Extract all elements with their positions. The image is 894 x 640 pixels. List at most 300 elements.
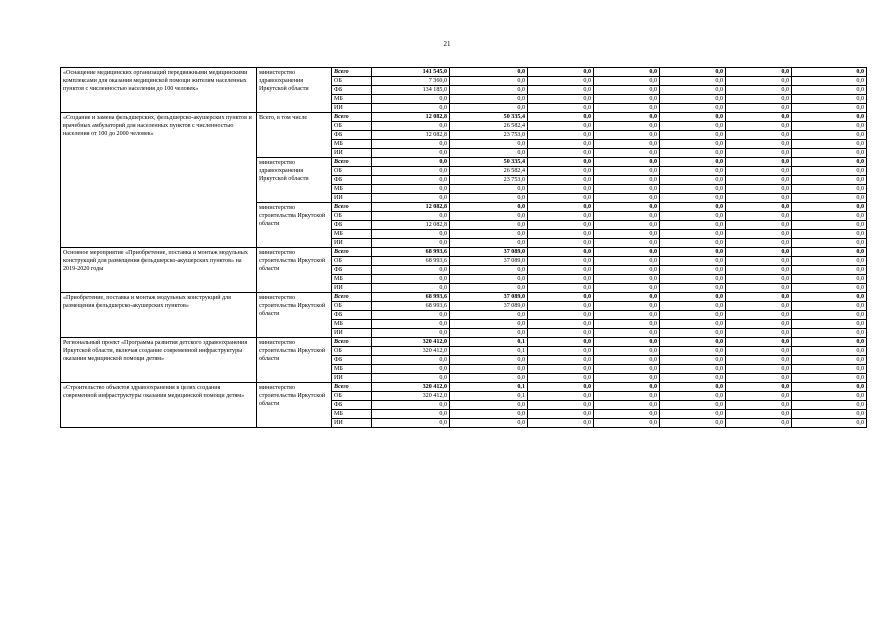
amount-cell: 141 545,0 (372, 68, 450, 77)
amount-cell: 0,0 (528, 239, 594, 248)
amount-cell: 0,0 (660, 158, 726, 167)
funding-source: ИИ (332, 239, 372, 248)
amount-cell: 0,0 (528, 347, 594, 356)
amount-cell: 0,0 (528, 122, 594, 131)
activity-title: «Оснащение медицинских организаций передвижными медицинскими комплексами для оказания медицинской помощи жителям населенных пунктов с численностью населения до 100 человек» (61, 68, 257, 113)
amount-cell: 0,0 (660, 230, 726, 239)
amount-cell: 0,0 (372, 320, 450, 329)
amount-cell: 0,0 (528, 311, 594, 320)
amount-cell: 12 082,8 (372, 221, 450, 230)
amount-cell: 0,0 (726, 284, 792, 293)
amount-cell: 0,0 (660, 338, 726, 347)
responsible-executor: министерство строительства Иркутской области (257, 293, 332, 338)
amount-cell: 50 335,4 (450, 158, 528, 167)
amount-cell: 0,0 (450, 320, 528, 329)
funding-source: ОБ (332, 392, 372, 401)
amount-cell: 0,0 (594, 149, 660, 158)
amount-cell: 0,0 (528, 392, 594, 401)
amount-cell: 0,0 (372, 140, 450, 149)
amount-cell: 0,0 (660, 410, 726, 419)
amount-cell: 0,0 (792, 311, 867, 320)
amount-cell: 320 412,0 (372, 383, 450, 392)
amount-cell: 0,0 (660, 347, 726, 356)
funding-source: ФБ (332, 176, 372, 185)
amount-cell: 0,1 (450, 338, 528, 347)
table-row (61, 248, 867, 257)
amount-cell: 0,0 (372, 194, 450, 203)
amount-cell: 0,0 (528, 257, 594, 266)
amount-cell: 0,0 (660, 221, 726, 230)
amount-cell: 0,0 (450, 86, 528, 95)
activity-title: Региональный проект «Программа развития детского здравоохранения Иркутской области, включая создание современной инфраструктуры оказания медицинской помощи детям» (61, 338, 257, 383)
amount-cell: 0,0 (594, 248, 660, 257)
amount-cell: 0,0 (594, 356, 660, 365)
amount-cell: 0,0 (372, 104, 450, 113)
amount-cell: 0,0 (594, 311, 660, 320)
amount-cell: 0,0 (792, 356, 867, 365)
amount-cell: 0,0 (450, 374, 528, 383)
responsible-executor: министерство здравоохранения Иркутской области (257, 158, 332, 203)
amount-cell: 0,0 (594, 122, 660, 131)
amount-cell: 0,0 (660, 185, 726, 194)
amount-cell: 0,0 (792, 347, 867, 356)
amount-cell: 0,0 (792, 410, 867, 419)
amount-cell: 37 089,0 (450, 302, 528, 311)
amount-cell: 0,0 (660, 383, 726, 392)
amount-cell: 0,0 (372, 167, 450, 176)
funding-source: ИИ (332, 104, 372, 113)
amount-cell: 0,0 (372, 185, 450, 194)
funding-source: ОБ (332, 122, 372, 131)
amount-cell: 37 089,0 (450, 248, 528, 257)
amount-cell: 0,0 (528, 419, 594, 428)
amount-cell: 0,0 (594, 104, 660, 113)
amount-cell: 0,0 (450, 77, 528, 86)
amount-cell: 0,0 (372, 365, 450, 374)
amount-cell: 0,0 (660, 176, 726, 185)
funding-source: ИИ (332, 149, 372, 158)
amount-cell: 0,0 (792, 95, 867, 104)
amount-cell: 0,0 (660, 365, 726, 374)
amount-cell: 26 582,4 (450, 122, 528, 131)
amount-cell: 0,0 (450, 212, 528, 221)
responsible-executor: министерство строительства Иркутской области (257, 248, 332, 293)
amount-cell: 23 753,0 (450, 176, 528, 185)
amount-cell: 0,0 (372, 329, 450, 338)
activity-title: Основное мероприятие «Приобретение, поставка и монтаж модульных конструкций для размещения фельдшерско-акушерских пунктов» на 2019-2020 годы (61, 248, 257, 293)
funding-source: ОБ (332, 167, 372, 176)
amount-cell: 0,0 (726, 221, 792, 230)
funding-source: ОБ (332, 257, 372, 266)
amount-cell: 68 993,6 (372, 257, 450, 266)
amount-cell: 0,0 (660, 284, 726, 293)
amount-cell: 0,0 (594, 401, 660, 410)
funding-source: ФБ (332, 221, 372, 230)
amount-cell: 0,0 (726, 365, 792, 374)
amount-cell: 0,0 (792, 320, 867, 329)
amount-cell: 0,0 (726, 383, 792, 392)
amount-cell: 0,0 (792, 266, 867, 275)
amount-cell: 0,0 (792, 140, 867, 149)
funding-source: МБ (332, 230, 372, 239)
funding-source: ФБ (332, 401, 372, 410)
amount-cell: 0,0 (792, 230, 867, 239)
amount-cell: 0,0 (726, 311, 792, 320)
amount-cell: 0,0 (594, 176, 660, 185)
amount-cell: 0,0 (792, 293, 867, 302)
amount-cell: 0,0 (792, 401, 867, 410)
amount-cell: 0,0 (450, 419, 528, 428)
amount-cell: 0,0 (660, 95, 726, 104)
amount-cell: 0,0 (792, 194, 867, 203)
amount-cell: 0,0 (372, 356, 450, 365)
amount-cell: 0,0 (726, 347, 792, 356)
funding-source: ОБ (332, 212, 372, 221)
amount-cell: 0,0 (594, 347, 660, 356)
amount-cell: 0,0 (726, 275, 792, 284)
amount-cell: 0,0 (594, 212, 660, 221)
amount-cell: 0,0 (528, 266, 594, 275)
amount-cell: 0,0 (660, 203, 726, 212)
amount-cell: 37 089,0 (450, 293, 528, 302)
amount-cell: 0,0 (792, 113, 867, 122)
amount-cell: 0,0 (726, 410, 792, 419)
amount-cell: 0,0 (726, 122, 792, 131)
amount-cell: 0,0 (792, 77, 867, 86)
amount-cell: 0,0 (528, 221, 594, 230)
amount-cell: 0,0 (726, 329, 792, 338)
amount-cell: 0,0 (594, 77, 660, 86)
table-row (61, 383, 867, 392)
amount-cell: 0,0 (594, 410, 660, 419)
funding-source: ФБ (332, 266, 372, 275)
amount-cell: 0,0 (660, 419, 726, 428)
amount-cell: 0,0 (660, 275, 726, 284)
amount-cell: 0,0 (660, 392, 726, 401)
amount-cell: 0,0 (660, 104, 726, 113)
amount-cell: 0,0 (726, 401, 792, 410)
funding-source: Всего (332, 203, 372, 212)
amount-cell: 0,0 (726, 293, 792, 302)
responsible-executor: министерство строительства Иркутской области (257, 203, 332, 248)
amount-cell: 0,0 (594, 257, 660, 266)
amount-cell: 0,0 (594, 419, 660, 428)
page-number: 21 (443, 40, 451, 48)
amount-cell: 0,0 (792, 239, 867, 248)
amount-cell: 0,0 (726, 158, 792, 167)
amount-cell: 50 335,4 (450, 113, 528, 122)
amount-cell: 0,0 (660, 131, 726, 140)
amount-cell: 0,0 (594, 383, 660, 392)
amount-cell: 0,0 (594, 374, 660, 383)
amount-cell: 0,0 (372, 158, 450, 167)
amount-cell: 0,0 (726, 194, 792, 203)
amount-cell: 0,0 (792, 185, 867, 194)
amount-cell: 0,0 (726, 374, 792, 383)
amount-cell: 0,0 (594, 113, 660, 122)
amount-cell: 68 993,6 (372, 302, 450, 311)
amount-cell: 0,0 (660, 68, 726, 77)
amount-cell: 0,0 (660, 248, 726, 257)
amount-cell: 0,0 (660, 320, 726, 329)
responsible-executor: министерство строительства Иркутской области (257, 383, 332, 428)
amount-cell: 0,0 (528, 284, 594, 293)
amount-cell: 0,0 (372, 212, 450, 221)
amount-cell: 0,0 (372, 176, 450, 185)
amount-cell: 0,0 (726, 104, 792, 113)
amount-cell: 0,0 (528, 158, 594, 167)
amount-cell: 0,0 (726, 203, 792, 212)
amount-cell: 0,0 (792, 122, 867, 131)
amount-cell: 0,0 (450, 221, 528, 230)
amount-cell: 0,0 (528, 68, 594, 77)
amount-cell: 0,0 (660, 167, 726, 176)
amount-cell: 0,0 (528, 77, 594, 86)
funding-source: ФБ (332, 131, 372, 140)
amount-cell: 0,0 (372, 311, 450, 320)
amount-cell: 0,0 (372, 95, 450, 104)
amount-cell: 0,0 (450, 68, 528, 77)
amount-cell: 0,0 (660, 266, 726, 275)
amount-cell: 0,0 (726, 86, 792, 95)
funding-source: ОБ (332, 347, 372, 356)
amount-cell: 0,0 (792, 374, 867, 383)
amount-cell: 0,0 (528, 293, 594, 302)
amount-cell: 0,0 (528, 302, 594, 311)
amount-cell: 0,0 (726, 185, 792, 194)
amount-cell: 0,0 (660, 149, 726, 158)
amount-cell: 0,0 (792, 86, 867, 95)
amount-cell: 0,0 (450, 185, 528, 194)
amount-cell: 12 082,8 (372, 131, 450, 140)
amount-cell: 37 089,0 (450, 257, 528, 266)
amount-cell: 23 753,0 (450, 131, 528, 140)
amount-cell: 0,0 (528, 131, 594, 140)
amount-cell: 0,0 (792, 392, 867, 401)
funding-source: МБ (332, 410, 372, 419)
amount-cell: 0,0 (792, 329, 867, 338)
amount-cell: 0,0 (660, 257, 726, 266)
amount-cell: 0,0 (660, 140, 726, 149)
amount-cell: 0,0 (594, 131, 660, 140)
amount-cell: 0,0 (528, 185, 594, 194)
funding-source: МБ (332, 320, 372, 329)
responsible-executor: Всего, в том числе (257, 113, 332, 158)
amount-cell: 0,0 (372, 149, 450, 158)
funding-source: МБ (332, 95, 372, 104)
funding-source: МБ (332, 365, 372, 374)
amount-cell: 0,0 (726, 320, 792, 329)
funding-source: ФБ (332, 356, 372, 365)
amount-cell: 68 993,6 (372, 293, 450, 302)
amount-cell: 0,0 (792, 248, 867, 257)
table-row (61, 113, 867, 122)
amount-cell: 0,0 (594, 293, 660, 302)
funding-source: ИИ (332, 284, 372, 293)
funding-source: ОБ (332, 77, 372, 86)
amount-cell: 0,0 (594, 221, 660, 230)
funding-source: Всего (332, 383, 372, 392)
amount-cell: 0,0 (660, 374, 726, 383)
amount-cell: 0,0 (660, 113, 726, 122)
amount-cell: 0,0 (594, 203, 660, 212)
responsible-executor: министерство здравоохранения Иркутской области (257, 68, 332, 113)
amount-cell: 0,0 (792, 167, 867, 176)
amount-cell: 0,0 (594, 365, 660, 374)
funding-source: Всего (332, 293, 372, 302)
amount-cell: 0,1 (450, 383, 528, 392)
amount-cell: 0,0 (792, 338, 867, 347)
amount-cell: 0,0 (450, 329, 528, 338)
activity-title: «Создание и замена фельдшерских, фельдшерско-акушерских пунктов и врачебных амбулаторий для населенных пунктов с численностью населения от 100 до 2000 человек» (61, 113, 257, 248)
amount-cell: 0,0 (726, 302, 792, 311)
amount-cell: 0,0 (372, 230, 450, 239)
funding-source: ОБ (332, 302, 372, 311)
amount-cell: 0,0 (792, 203, 867, 212)
amount-cell: 0,0 (792, 149, 867, 158)
amount-cell: 68 993,6 (372, 248, 450, 257)
amount-cell: 0,0 (594, 95, 660, 104)
amount-cell: 0,0 (372, 266, 450, 275)
amount-cell: 0,0 (528, 140, 594, 149)
amount-cell: 0,0 (660, 86, 726, 95)
funding-source: Всего (332, 113, 372, 122)
amount-cell: 0,0 (372, 275, 450, 284)
amount-cell: 0,1 (450, 392, 528, 401)
amount-cell: 0,0 (726, 140, 792, 149)
funding-source: МБ (332, 275, 372, 284)
amount-cell: 0,0 (372, 374, 450, 383)
budget-table (60, 67, 867, 428)
amount-cell: 0,0 (792, 158, 867, 167)
amount-cell: 0,0 (660, 77, 726, 86)
amount-cell: 0,0 (528, 230, 594, 239)
amount-cell: 0,0 (594, 185, 660, 194)
amount-cell: 0,0 (528, 320, 594, 329)
amount-cell: 0,0 (660, 302, 726, 311)
table-row (61, 68, 867, 77)
amount-cell: 0,0 (528, 104, 594, 113)
amount-cell: 0,0 (594, 167, 660, 176)
amount-cell: 0,0 (726, 230, 792, 239)
amount-cell: 0,0 (594, 140, 660, 149)
amount-cell: 0,0 (726, 419, 792, 428)
amount-cell: 0,0 (372, 284, 450, 293)
amount-cell: 0,0 (528, 149, 594, 158)
amount-cell: 0,0 (528, 338, 594, 347)
amount-cell: 134 185,0 (372, 86, 450, 95)
amount-cell: 26 582,4 (450, 167, 528, 176)
amount-cell: 0,0 (450, 194, 528, 203)
amount-cell: 0,0 (594, 284, 660, 293)
amount-cell: 0,0 (594, 239, 660, 248)
amount-cell: 0,0 (450, 140, 528, 149)
amount-cell: 0,0 (792, 131, 867, 140)
funding-source: ФБ (332, 311, 372, 320)
amount-cell: 0,0 (594, 275, 660, 284)
amount-cell: 0,0 (792, 221, 867, 230)
amount-cell: 0,0 (528, 365, 594, 374)
amount-cell: 0,0 (726, 356, 792, 365)
amount-cell: 0,0 (594, 68, 660, 77)
amount-cell: 0,0 (450, 401, 528, 410)
amount-cell: 0,0 (594, 338, 660, 347)
amount-cell: 0,0 (792, 104, 867, 113)
amount-cell: 0,0 (528, 212, 594, 221)
amount-cell: 0,0 (726, 338, 792, 347)
amount-cell: 0,0 (528, 275, 594, 284)
amount-cell: 0,0 (792, 257, 867, 266)
amount-cell: 0,0 (450, 410, 528, 419)
amount-cell: 0,0 (594, 392, 660, 401)
amount-cell: 0,0 (726, 149, 792, 158)
amount-cell: 0,0 (726, 95, 792, 104)
amount-cell: 0,0 (594, 302, 660, 311)
amount-cell: 320 412,0 (372, 338, 450, 347)
amount-cell: 0,0 (450, 284, 528, 293)
amount-cell: 0,0 (660, 356, 726, 365)
table-row (61, 338, 867, 347)
amount-cell: 0,0 (792, 419, 867, 428)
amount-cell: 0,0 (528, 95, 594, 104)
amount-cell: 0,0 (450, 275, 528, 284)
amount-cell: 0,0 (450, 356, 528, 365)
amount-cell: 0,0 (792, 176, 867, 185)
activity-title: «Приобретение, поставка и монтаж модульных конструкций для размещения фельдшерско-акушерских пунктов» (61, 293, 257, 338)
amount-cell: 0,0 (450, 365, 528, 374)
funding-source: Всего (332, 248, 372, 257)
amount-cell: 0,0 (528, 383, 594, 392)
amount-cell: 0,0 (660, 122, 726, 131)
amount-cell: 12 082,8 (372, 203, 450, 212)
amount-cell: 0,0 (450, 266, 528, 275)
amount-cell: 0,0 (450, 104, 528, 113)
amount-cell: 0,0 (726, 239, 792, 248)
amount-cell: 0,0 (450, 203, 528, 212)
funding-source: ИИ (332, 374, 372, 383)
amount-cell: 0,0 (372, 410, 450, 419)
amount-cell: 0,0 (450, 230, 528, 239)
amount-cell: 0,0 (528, 86, 594, 95)
amount-cell: 0,0 (594, 194, 660, 203)
amount-cell: 0,0 (372, 419, 450, 428)
amount-cell: 0,0 (792, 212, 867, 221)
amount-cell: 0,0 (726, 113, 792, 122)
funding-source: Всего (332, 338, 372, 347)
amount-cell: 320 412,0 (372, 347, 450, 356)
amount-cell: 0,0 (372, 122, 450, 131)
amount-cell: 0,0 (726, 68, 792, 77)
amount-cell: 0,0 (528, 248, 594, 257)
amount-cell: 0,0 (726, 257, 792, 266)
amount-cell: 0,0 (660, 212, 726, 221)
amount-cell: 0,0 (726, 176, 792, 185)
funding-source: Всего (332, 68, 372, 77)
amount-cell: 0,0 (372, 239, 450, 248)
amount-cell: 0,1 (450, 347, 528, 356)
amount-cell: 0,0 (594, 266, 660, 275)
amount-cell: 320 412,0 (372, 392, 450, 401)
amount-cell: 0,0 (726, 392, 792, 401)
amount-cell: 0,0 (660, 329, 726, 338)
amount-cell: 0,0 (528, 194, 594, 203)
amount-cell: 0,0 (792, 302, 867, 311)
amount-cell: 0,0 (726, 212, 792, 221)
amount-cell: 0,0 (594, 230, 660, 239)
amount-cell: 0,0 (792, 383, 867, 392)
amount-cell: 0,0 (660, 239, 726, 248)
activity-title: «Строительство объектов здравоохранения в целях создания современной инфраструктуры оказания медицинской помощи детям» (61, 383, 257, 428)
